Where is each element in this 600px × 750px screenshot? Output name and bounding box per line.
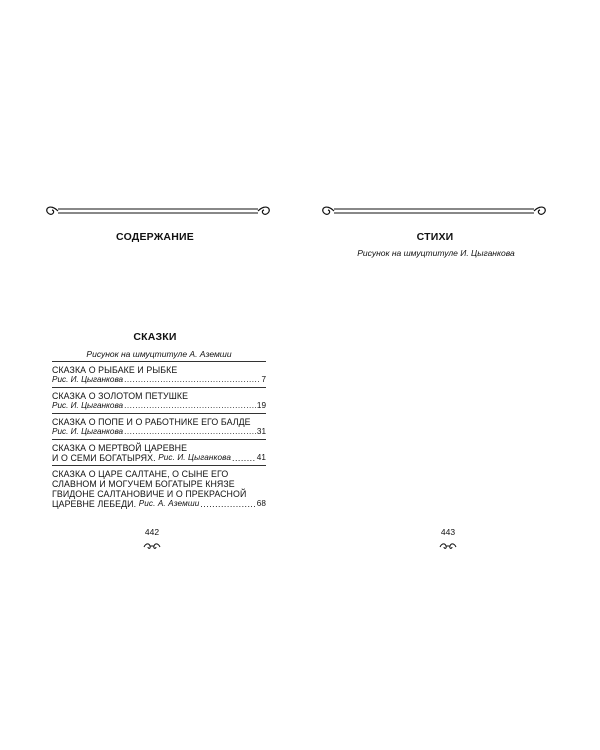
entry-title: СКАЗКА О ЗОЛОТОМ ПЕТУШКЕ (52, 391, 189, 401)
entry-title: СКАЗКА О ЦАРЕ САЛТАНЕ, О СЫНЕ ЕГО (52, 469, 229, 479)
divider (52, 361, 266, 362)
leader-dots (124, 427, 256, 437)
page-ref: 41 (256, 453, 266, 462)
list-item[interactable] (52, 469, 266, 509)
leader-dots (124, 375, 260, 385)
contents-list (52, 360, 266, 511)
entry-title: И О СЕМИ БОГАТЫРЯХ. (52, 453, 156, 463)
divider (52, 387, 266, 388)
leader-dots (232, 453, 256, 463)
page-number: 443 (440, 527, 456, 537)
right-page (300, 0, 600, 750)
page-ref: 19 (256, 401, 266, 410)
leader-dots (124, 401, 256, 411)
entry-artist: Рис. И. Цыганкова (52, 375, 124, 384)
section-note: Рисунок на шмуцтитуле И. Цыганкова (357, 248, 515, 258)
entry-artist: Рис. И. Цыганкова (52, 401, 124, 410)
list-item[interactable] (52, 391, 266, 411)
section-title: СТИХИ (416, 231, 454, 243)
page-ref: 68 (256, 499, 266, 508)
entry-title: ЦАРЕВНЕ ЛЕБЕДИ. (52, 499, 137, 509)
divider (52, 465, 266, 466)
leader-dots (200, 499, 255, 509)
divider (52, 413, 266, 414)
list-item[interactable] (52, 365, 266, 385)
section-title: СКАЗКИ (133, 331, 177, 343)
entry-artist: Рис. И. Цыганкова (158, 453, 231, 462)
entry-title: СКАЗКА О РЫБАКЕ И РЫБКЕ (52, 365, 178, 375)
entry-title: ГВИДОНЕ САЛТАНОВИЧЕ И О ПРЕКРАСНОЙ (52, 489, 247, 499)
list-item[interactable] (52, 417, 266, 437)
entry-title: СКАЗКА О ПОПЕ И О РАБОТНИКЕ ЕГО БАЛДЕ (52, 417, 251, 427)
flourish-ornament (142, 541, 162, 551)
list-item[interactable] (52, 443, 266, 463)
entry-title: СКАЗКА О МЕРТВОЙ ЦАРЕВНЕ (52, 443, 188, 453)
page-ref: 7 (261, 375, 266, 384)
entry-title: СЛАВНОМ И МОГУЧЕМ БОГАТЫРЕ КНЯЗЕ (52, 479, 235, 489)
section-note: Рисунок на шмуцтитуле А. Аземши (86, 349, 232, 359)
entry-artist: Рис. И. Цыганкова (52, 427, 124, 436)
page-number: 442 (144, 527, 160, 537)
flourish-ornament (438, 541, 458, 551)
header-ornament (44, 201, 272, 223)
entry-artist: Рис. А. Аземши (138, 499, 200, 508)
page-title: СОДЕРЖАНИЕ (116, 231, 194, 243)
header-ornament (320, 201, 548, 223)
page-ref: 31 (256, 427, 266, 436)
divider (52, 439, 266, 440)
